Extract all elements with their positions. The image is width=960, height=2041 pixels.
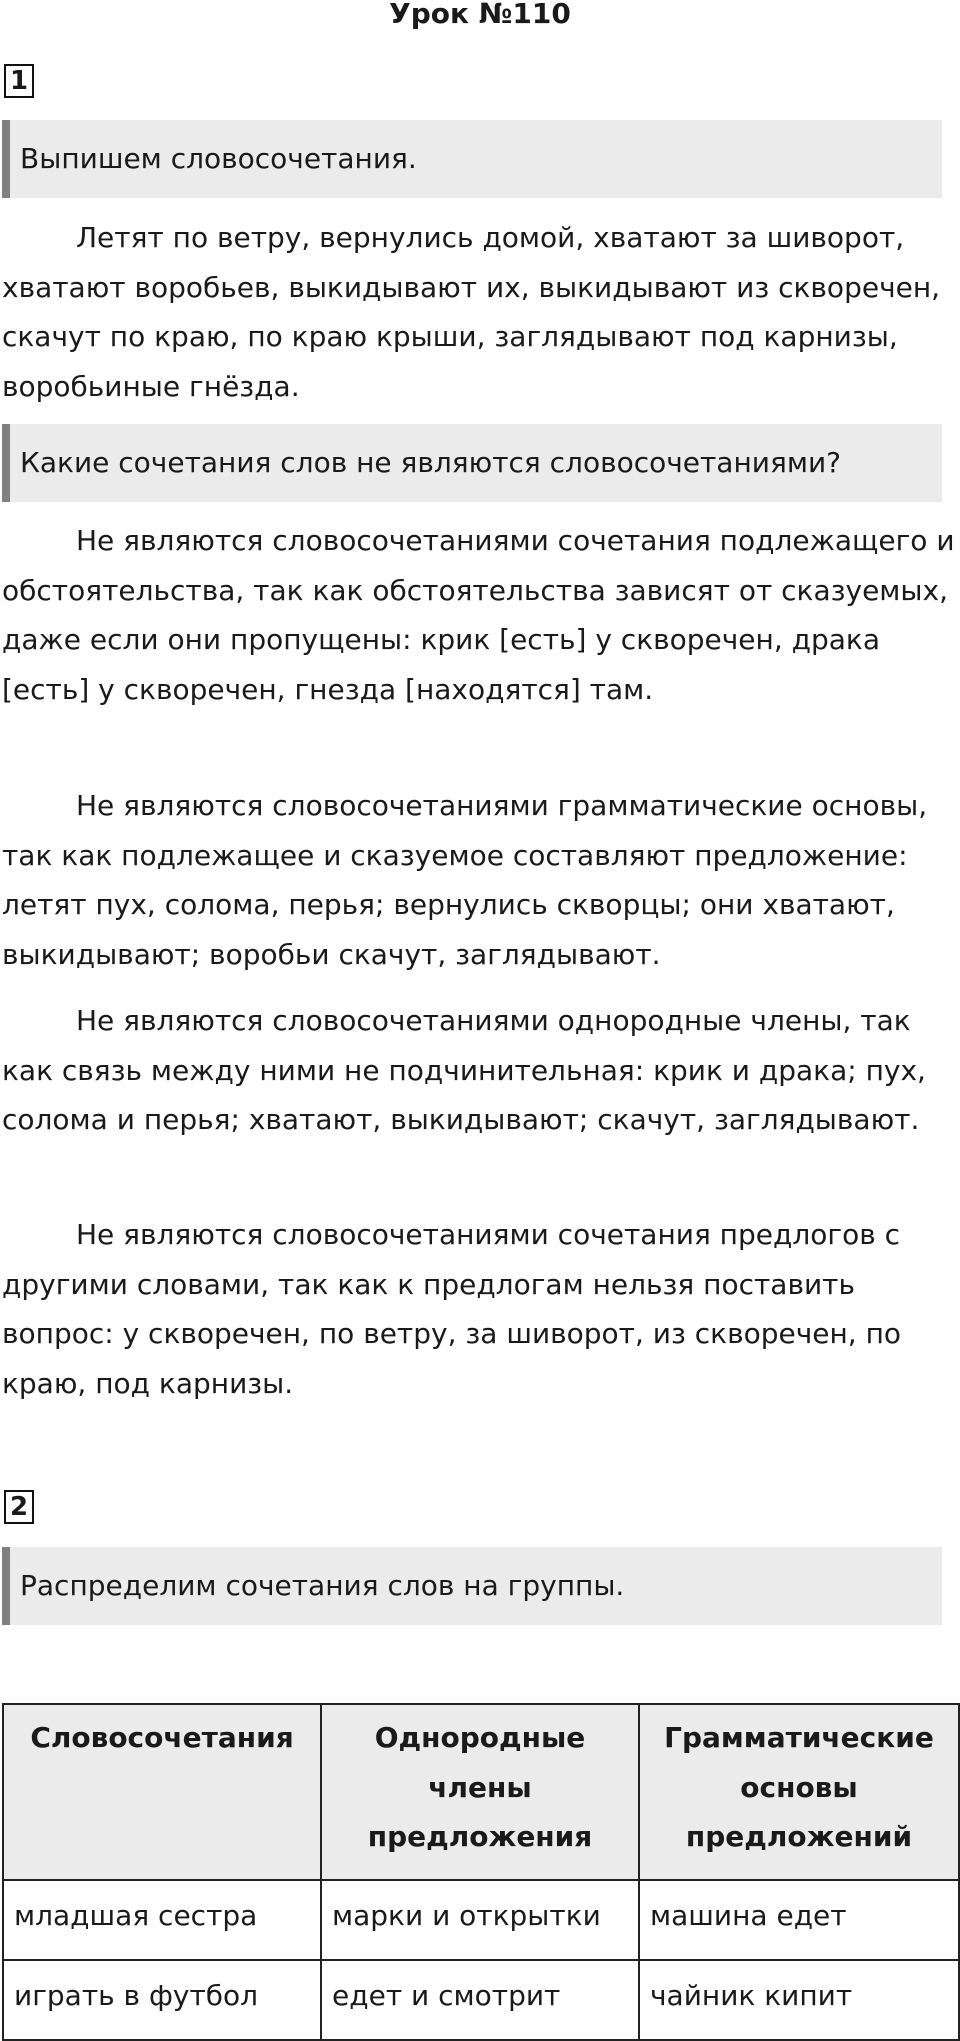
table-header-row xyxy=(3,1704,959,1880)
table-cell: играть в футбол xyxy=(3,1960,321,2040)
task-number-1: 1 xyxy=(4,64,34,98)
table-cell: машина едет xyxy=(639,1880,959,1960)
question-box-1 xyxy=(2,120,942,198)
column-header: Словосочетания xyxy=(3,1704,321,1880)
answer-paragraph: Не являются словосочетаниями грамматические основы, так как подлежащее и сказуемое составляют предложение: летят пух, солома, перья; вернулись скворцы; они хватают, выкидывают; воробьи скачут, заглядывают. xyxy=(2,789,928,971)
question-text: Распределим сочетания слов на группы. xyxy=(20,1569,625,1602)
table-row xyxy=(3,1960,959,2040)
column-header: Однородные члены предложения xyxy=(321,1704,639,1880)
table-cell: едет и смотрит xyxy=(321,1960,639,2040)
page-title: Урок №110 xyxy=(389,0,571,30)
answer-paragraph: Не являются словосочетаниями однородные члены, так как связь между ними не подчинительная: крик и драка; пух, солома и перья; хватают, выкидывают; скачут, заглядывают. xyxy=(2,1004,926,1136)
question-box-2 xyxy=(2,424,942,502)
answer-paragraph: Летят по ветру, вернулись домой, хватают за шиворот, хватают воробьев, выкидывают их, выкидывают из скворечен, скачут по краю, по краю крыши, заглядывают под карнизы, воробьиные гнёзда. xyxy=(2,221,941,403)
answer-paragraph: Не являются словосочетаниями сочетания подлежащего и обстоятельства, так как обстоятельства зависят от сказуемых, даже если они пропущены: крик [есть] у скворечен, драка [есть] у скворечен, гнезда [находятся] там. xyxy=(2,524,955,706)
table-cell: марки и открытки xyxy=(321,1880,639,1960)
question-text: Выпишем словосочетания. xyxy=(20,142,417,175)
question-box-3 xyxy=(2,1547,942,1625)
table-row xyxy=(3,1880,959,1960)
answer-paragraph: Не являются словосочетаниями сочетания предлогов с другими словами, так как к предлогам нельзя поставить вопрос: у скворечен, по ветру, за шиворот, из скворечен, по краю, под карнизы. xyxy=(2,1218,902,1400)
groups-table xyxy=(2,1703,960,2041)
table-cell: младшая сестра xyxy=(3,1880,321,1960)
column-header: Грамматические основы предложений xyxy=(639,1704,959,1880)
question-text: Какие сочетания слов не являются словосочетаниями? xyxy=(20,446,841,479)
task-number-2: 2 xyxy=(4,1490,34,1524)
table-cell: чайник кипит xyxy=(639,1960,959,2040)
